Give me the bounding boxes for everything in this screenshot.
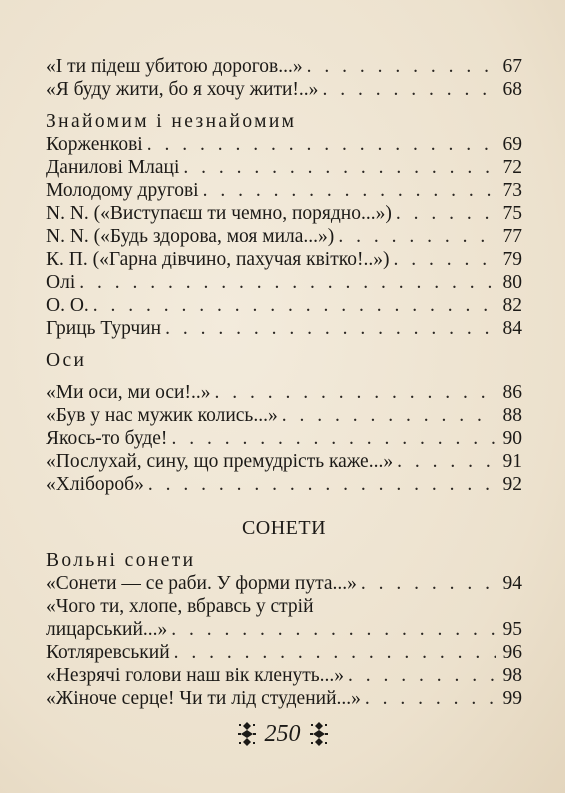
toc-entry xyxy=(46,271,522,294)
toc-entry-title: N. N. («Будь здорова, моя мила...») xyxy=(46,226,335,247)
toc-entry-title: «Жіноче серце! Чи ти лід студений...» xyxy=(46,688,361,709)
toc-entry-title: «І ти підеш убитою дорогов...» xyxy=(46,56,303,77)
toc-entry-page: 94 xyxy=(502,573,522,594)
toc-entry xyxy=(46,225,522,248)
toc-entry-page: 69 xyxy=(502,134,522,155)
toc-entry-page: 91 xyxy=(502,451,522,472)
leader-dots xyxy=(93,294,496,317)
toc-entry xyxy=(46,404,522,427)
folk-ornament-icon xyxy=(309,720,329,748)
sonnets-heading: СОНЕТИ xyxy=(241,517,327,539)
toc-entry xyxy=(46,179,522,202)
leader-dots xyxy=(203,179,496,202)
toc-entry-page: 92 xyxy=(502,474,522,495)
toc-entry-page: 72 xyxy=(502,157,522,178)
toc-entry-page: 67 xyxy=(502,56,522,77)
section-title: Вольні сонети xyxy=(46,550,196,571)
leader-dots xyxy=(165,317,496,340)
leader-dots xyxy=(348,664,496,687)
toc-entry-title: Котляревський xyxy=(46,642,170,663)
leader-dots xyxy=(171,427,496,450)
toc-entry-page: 95 xyxy=(502,619,522,640)
toc-entry xyxy=(46,55,522,78)
leader-dots xyxy=(147,133,496,156)
toc-entry-page: 82 xyxy=(502,295,522,316)
toc-entry-title: Гриць Турчин xyxy=(46,318,162,339)
toc-entry-title: «Я буду жити, бо я хочу жити!..» xyxy=(46,79,319,100)
leader-dots xyxy=(174,641,496,664)
toc-entry xyxy=(46,317,522,340)
leader-dots xyxy=(282,404,496,427)
leader-dots xyxy=(322,78,496,101)
toc-entry xyxy=(46,156,522,179)
toc-entry-title: О. О. xyxy=(46,295,89,316)
page-footer xyxy=(0,720,565,748)
toc-entry xyxy=(46,450,522,473)
toc-entry-page: 96 xyxy=(502,642,522,663)
toc-entry-page: 73 xyxy=(502,180,522,201)
toc-entry xyxy=(46,248,522,271)
toc-entry-title: «Ми оси, ми оси!..» xyxy=(46,382,211,403)
toc-entry-page: 75 xyxy=(502,203,522,224)
toc-entry-title: «Сонети — се раби. У форми пута...» xyxy=(46,573,357,594)
toc-entry-page: 90 xyxy=(502,428,522,449)
toc-entry-page: 84 xyxy=(502,318,522,339)
toc-entry-title: «Був у нас мужик колись...» xyxy=(46,405,278,426)
toc-entry-page: 68 xyxy=(502,79,522,100)
leader-dots xyxy=(396,202,496,225)
toc-entry-title: N. N. («Виступаєш ти чемно, порядно...») xyxy=(46,203,392,224)
section-title: Знайомим і незнайомим xyxy=(46,111,297,132)
toc-entry xyxy=(46,78,522,101)
leader-dots xyxy=(365,687,496,710)
toc-entry-title: Данилові Млаці xyxy=(46,157,180,178)
toc-entry-title: К. П. («Гарна дівчино, пахучая квітко!..») xyxy=(46,249,390,270)
toc-entry xyxy=(46,618,522,641)
leader-dots xyxy=(397,450,496,473)
toc-entry xyxy=(46,202,522,225)
leader-dots xyxy=(183,156,496,179)
toc-entry xyxy=(46,381,522,404)
toc-entry-title: «Хлібороб» xyxy=(46,474,144,495)
toc-entry-title: Молодому другові xyxy=(46,180,199,201)
leader-dots xyxy=(171,618,496,641)
leader-dots xyxy=(338,225,496,248)
leader-dots xyxy=(393,248,496,271)
toc-entry-title: Олі xyxy=(46,272,76,293)
leader-dots xyxy=(361,572,496,595)
toc-entry-page: 80 xyxy=(502,272,522,293)
toc-entry xyxy=(46,664,522,687)
toc-entry xyxy=(46,572,522,595)
toc-entry xyxy=(46,473,522,496)
toc-entry-page: 77 xyxy=(502,226,522,247)
toc-entry xyxy=(46,427,522,450)
toc-entry-title: Якось-то буде! xyxy=(46,428,168,449)
toc-entry-page: 98 xyxy=(502,665,522,686)
toc-entry-title: «Послухай, сину, що премудрість каже...» xyxy=(46,451,394,472)
toc-entry-page: 79 xyxy=(502,249,522,270)
toc-entry-title: Корженкові xyxy=(46,134,143,155)
folk-ornament-icon xyxy=(237,720,257,748)
toc-entry-page: 88 xyxy=(502,405,522,426)
section-title: Оси xyxy=(46,350,87,371)
toc-entry xyxy=(46,294,522,317)
toc-entry-first-line xyxy=(46,595,522,618)
leader-dots xyxy=(79,271,496,294)
leader-dots xyxy=(307,55,496,78)
toc-entry xyxy=(46,641,522,664)
toc-entry xyxy=(46,687,522,710)
toc-entry-page: 86 xyxy=(502,382,522,403)
toc-entry-title: «Чого ти, хлопе, вбравсь у стрій xyxy=(46,596,314,617)
toc-entry-page: 99 xyxy=(502,688,522,709)
toc-entry-title-continued: лицарський...» xyxy=(46,619,168,640)
toc-entry xyxy=(46,133,522,156)
leader-dots xyxy=(148,473,496,496)
page-number: 250 xyxy=(264,721,301,747)
table-of-contents xyxy=(46,55,522,710)
leader-dots xyxy=(214,381,496,404)
toc-entry-title: «Незрячі голови наш вік кленуть...» xyxy=(46,665,345,686)
